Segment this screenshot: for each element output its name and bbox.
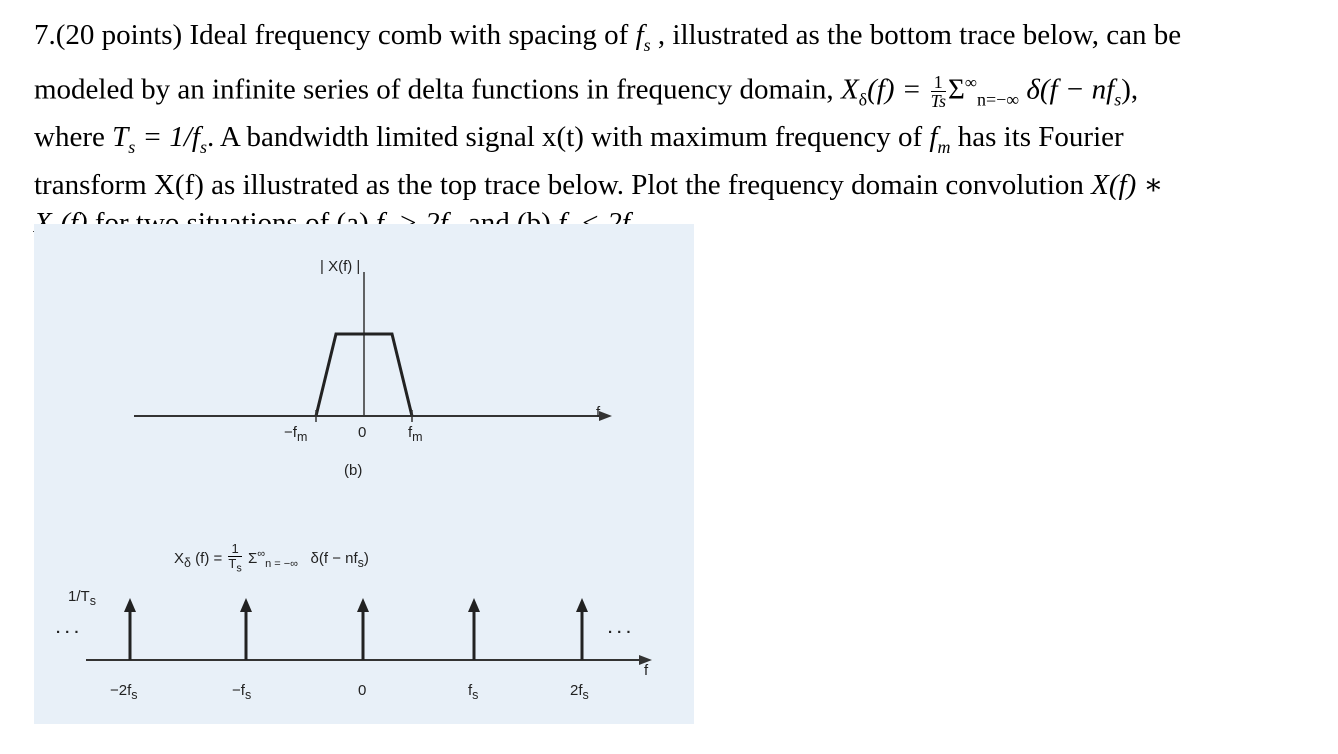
sum-sign: Σ (247, 549, 258, 567)
sub: s (1114, 89, 1122, 110)
amp-text: 1/T (68, 588, 90, 605)
text: transform X(f) as illustrated as the top trace below. Plot the frequency domain convolution (34, 169, 1084, 202)
formula: X(f) ∗ (1091, 169, 1164, 202)
fraction (931, 73, 946, 110)
tick-sub: s (131, 688, 138, 702)
impulse-2fs (576, 598, 588, 660)
var-fs: f (635, 19, 644, 51)
tick-sub: m (296, 430, 308, 444)
sub: s (199, 137, 207, 158)
sub: s (128, 137, 136, 158)
frac-num: 1 (228, 542, 241, 557)
tick-label-neg-fm (284, 424, 307, 444)
fraction (228, 542, 241, 576)
amplitude-label (68, 588, 96, 608)
tick-text: −f (232, 682, 245, 699)
sum-sub: n = −∞ (265, 557, 299, 570)
frac-den: Ts (930, 91, 946, 112)
tick-text: f (468, 682, 473, 699)
var-fm: f (929, 121, 938, 154)
text: . A bandwidth limited signal x(t) with maximum frequency of (206, 121, 923, 154)
formula-sub: s (357, 555, 364, 570)
formula-sub: δ (184, 555, 191, 570)
sum-sign: Σ (947, 73, 965, 106)
sup: ∞ (964, 72, 977, 92)
tick-text: f (408, 424, 413, 441)
impulse-fs (468, 598, 480, 660)
text: , illustrated as the bottom trace below, can be (657, 19, 1182, 51)
sub: m (937, 137, 951, 158)
text: 7.(20 points) Ideal frequency comb with spacing of (34, 19, 629, 51)
sub: n=−∞ (976, 89, 1020, 110)
formula: ), (1121, 73, 1139, 106)
tick-sub: s (582, 688, 589, 702)
tick-sub: s (472, 688, 479, 702)
frac-den (228, 557, 241, 576)
sum-sup: ∞ (257, 547, 266, 560)
tick-text: 0 (358, 682, 367, 699)
tick-label-minus-fs (232, 682, 251, 702)
impulse-zero (357, 598, 369, 660)
frac-den-sub: s (236, 562, 242, 575)
text: modeled by an infinite series of delta functions in frequency domain, (34, 73, 834, 106)
text: has its Fourier (957, 121, 1124, 154)
ellipsis-left: · · · (56, 624, 80, 641)
amp-sub: s (89, 594, 96, 608)
caption-b: (b) (344, 462, 363, 479)
sub: δ (858, 89, 868, 110)
tick-sub: s (244, 688, 252, 702)
comb-formula (174, 542, 369, 576)
frac-num: 1 (931, 73, 946, 92)
problem-statement (34, 16, 1324, 252)
formula-text: (f) = (195, 549, 223, 567)
tick-label-minus-2fs (110, 682, 138, 702)
frac-den-text: T (228, 556, 237, 571)
formula-text: ) (363, 549, 369, 567)
formula: δ(f − nf (1026, 73, 1115, 106)
tick-label-2fs (570, 682, 589, 702)
problem-line-2 (34, 64, 1324, 118)
bottom-axis-label: f (644, 662, 649, 679)
tick-label-pos-fm (408, 424, 423, 444)
sub: s (643, 34, 651, 55)
formula: T (112, 121, 129, 154)
text: where (34, 121, 105, 154)
tick-text: 2f (570, 682, 583, 699)
impulse-minus-2fs (124, 598, 136, 660)
tick-text: −f (284, 424, 297, 441)
top-axis-label: f (596, 404, 601, 421)
figure-drawing (34, 224, 694, 724)
top-axis-arrow (599, 411, 612, 421)
formula: (f) = (867, 73, 922, 106)
formula: = 1/f (142, 121, 200, 154)
formula: X (840, 73, 859, 106)
formula-text: X (174, 549, 185, 567)
tick-label-zero (358, 682, 366, 702)
problem-line-3 (34, 118, 1324, 166)
impulse-minus-fs (240, 598, 252, 660)
formula-text: δ(f − nf (310, 549, 358, 567)
problem-line-1 (34, 16, 1324, 64)
tick-sub: m (412, 430, 423, 444)
tick-label-fs (468, 682, 478, 702)
ellipsis-right: · · · (608, 624, 632, 641)
figure-spectra (34, 224, 694, 724)
tick-label-zero: 0 (358, 424, 367, 441)
problem-line-4 (34, 166, 1324, 204)
ylabel-magnitude: | X(f) | (320, 258, 361, 275)
tick-text: −2f (110, 682, 132, 699)
